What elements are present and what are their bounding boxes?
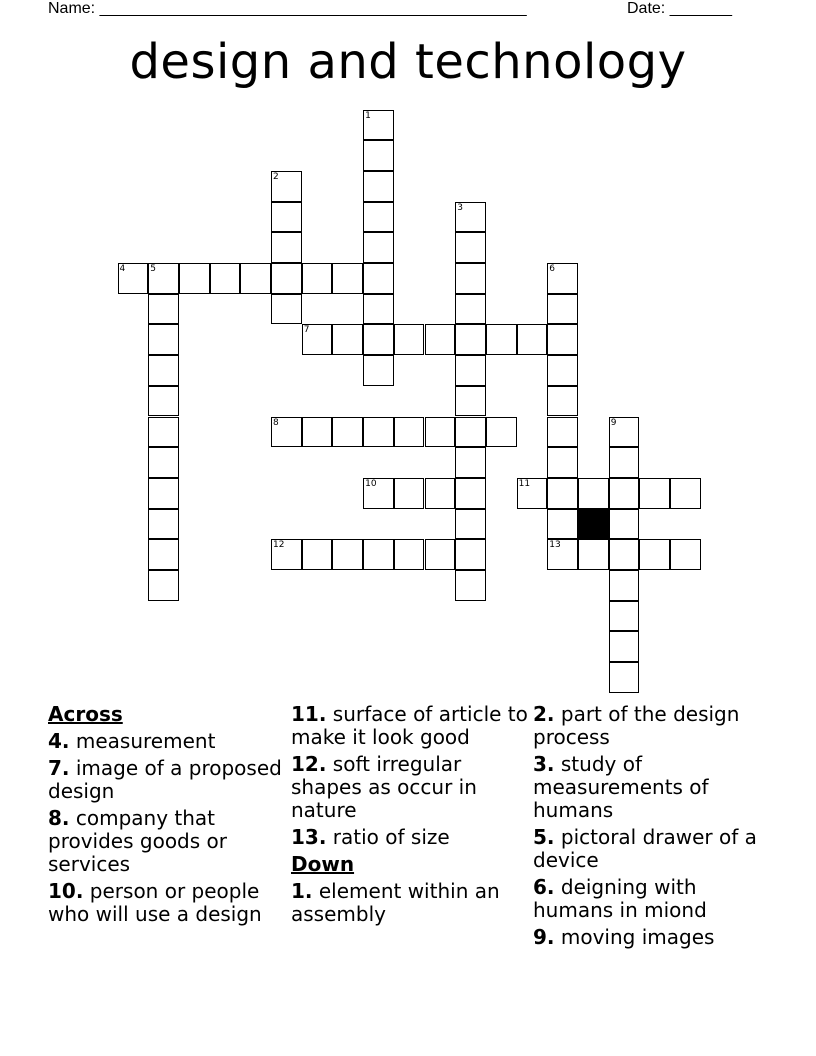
clue-number: 1 — [365, 110, 371, 121]
crossword-cell[interactable] — [425, 417, 456, 448]
crossword-cell[interactable] — [363, 539, 394, 570]
across-clue: 10. person or people who will use a design — [48, 879, 262, 926]
crossword-cell[interactable] — [302, 539, 333, 570]
crossword-cell[interactable] — [363, 294, 394, 325]
crossword-cell[interactable] — [363, 171, 394, 202]
crossword-cell[interactable] — [547, 417, 578, 448]
crossword-cell[interactable] — [547, 539, 578, 570]
crossword-cell[interactable] — [455, 294, 486, 325]
crossword-cell[interactable] — [363, 232, 394, 263]
crossword-cell[interactable] — [609, 662, 640, 693]
crossword-cell[interactable] — [271, 539, 302, 570]
crossword-cell[interactable] — [486, 417, 517, 448]
crossword-cell[interactable] — [670, 539, 701, 570]
crossword-cell[interactable] — [639, 539, 670, 570]
crossword-cell[interactable] — [517, 324, 548, 355]
down-clue: 1. element within an assembly — [291, 879, 500, 926]
down-clue: 9. moving images — [533, 925, 715, 949]
clue-column-2 — [291, 703, 531, 930]
crossword-cell[interactable] — [302, 417, 333, 448]
crossword-cell[interactable] — [394, 324, 425, 355]
crossword-cell[interactable] — [302, 263, 333, 294]
across-clue: 7. image of a proposed design — [48, 756, 282, 803]
across-clue: 8. company that provides goods or services — [48, 806, 227, 876]
crossword-cell[interactable] — [118, 263, 149, 294]
crossword-cell[interactable] — [455, 202, 486, 233]
name-field-label: Name: ________________________________________________ — [48, 0, 527, 17]
crossword-cell[interactable] — [271, 294, 302, 325]
crossword-cell[interactable] — [332, 324, 363, 355]
crossword-cell[interactable] — [455, 478, 486, 509]
crossword-cell[interactable] — [547, 324, 578, 355]
crossword-cell[interactable] — [609, 570, 640, 601]
crossword-cell[interactable] — [363, 417, 394, 448]
crossword-cell[interactable] — [455, 509, 486, 540]
crossword-cell[interactable] — [547, 447, 578, 478]
crossword-cell[interactable] — [609, 539, 640, 570]
clue-number: 9 — [610, 417, 617, 428]
clue-number: 2 — [273, 171, 279, 182]
crossword-cell[interactable] — [148, 478, 179, 509]
crossword-cell[interactable] — [547, 478, 578, 509]
crossword-cell[interactable] — [394, 539, 425, 570]
crossword-cell[interactable] — [148, 447, 179, 478]
down-heading: Down — [291, 852, 355, 876]
crossword-cell[interactable] — [578, 539, 609, 570]
clue-number: 6 — [549, 264, 556, 274]
across-clue: 11. surface of article to make it look good — [291, 702, 528, 749]
crossword-cell[interactable] — [639, 478, 670, 509]
crossword-cell[interactable] — [271, 263, 302, 294]
crossword-cell[interactable] — [547, 294, 578, 325]
crossword-cell[interactable] — [363, 140, 394, 171]
crossword-cell[interactable] — [547, 509, 578, 540]
crossword-cell[interactable] — [363, 110, 394, 141]
crossword-cell[interactable] — [363, 355, 394, 386]
crossword-cell[interactable] — [425, 324, 456, 355]
down-clue: 6. deigning with humans in miond — [533, 875, 707, 922]
across-clue: 4. measurement — [48, 729, 216, 753]
crossword-cell[interactable] — [363, 263, 394, 294]
crossword-cell[interactable] — [240, 263, 271, 294]
page-title: design and technology — [129, 34, 687, 90]
crossword-cell[interactable] — [148, 263, 179, 294]
crossword-cell[interactable] — [363, 478, 394, 509]
crossword-cell[interactable] — [547, 386, 578, 417]
crossword-cell[interactable] — [609, 631, 640, 662]
crossword-cell[interactable] — [394, 478, 425, 509]
crossword-cell[interactable] — [455, 417, 486, 448]
crossword-cell[interactable] — [332, 263, 363, 294]
crossword-cell[interactable] — [547, 355, 578, 386]
crossword-cell[interactable] — [148, 294, 179, 325]
clue-column-3 — [533, 703, 773, 953]
crossword-cell[interactable] — [455, 570, 486, 601]
crossword-cell[interactable] — [609, 417, 640, 448]
crossword-cell[interactable] — [394, 417, 425, 448]
crossword-cell[interactable] — [455, 324, 486, 355]
clue-number: 8 — [273, 417, 279, 428]
crossword-cell[interactable] — [179, 263, 210, 294]
crossword-cell[interactable] — [332, 417, 363, 448]
crossword-cell[interactable] — [271, 202, 302, 233]
crossword-cell[interactable] — [363, 202, 394, 233]
across-clue: 13. ratio of size — [291, 825, 450, 849]
crossword-cell[interactable] — [455, 263, 486, 294]
crossword-cell[interactable] — [210, 263, 241, 294]
down-clue: 5. pictoral drawer of a device — [533, 825, 757, 872]
crossword-cell[interactable] — [486, 324, 517, 355]
clue-number: 12 — [273, 540, 285, 551]
crossword-cell[interactable] — [425, 478, 456, 509]
crossword-cell[interactable] — [148, 417, 179, 448]
clue-number: 10 — [365, 478, 377, 489]
down-clue: 2. part of the design process — [533, 702, 740, 749]
crossword-cell[interactable] — [547, 263, 578, 294]
crossword-cell[interactable] — [455, 386, 486, 417]
crossword-cell[interactable] — [363, 324, 394, 355]
crossword-cell[interactable] — [609, 509, 640, 540]
crossword-cell[interactable] — [609, 478, 640, 509]
crossword-cell[interactable] — [609, 447, 640, 478]
crossword-cell[interactable] — [148, 324, 179, 355]
crossword-cell[interactable] — [455, 232, 486, 263]
crossword-cell[interactable] — [148, 355, 179, 386]
crossword-cell[interactable] — [517, 478, 548, 509]
crossword-cell[interactable] — [332, 539, 363, 570]
clue-number: 4 — [119, 264, 126, 274]
crossword-cell[interactable] — [578, 478, 609, 509]
clue-number: 3 — [457, 202, 463, 213]
clue-number: 11 — [518, 478, 531, 489]
crossword-cell[interactable] — [609, 601, 640, 632]
clue-number: 5 — [150, 264, 156, 274]
crossword-cell[interactable] — [148, 386, 179, 417]
crossword-cell[interactable] — [271, 417, 302, 448]
crossword-black-cell — [578, 509, 609, 540]
crossword-cell[interactable] — [271, 171, 302, 202]
crossword-cell[interactable] — [271, 232, 302, 263]
across-clue: 12. soft irregular shapes as occur in nature — [291, 752, 477, 822]
clue-column-1 — [48, 703, 288, 930]
crossword-cell[interactable] — [455, 355, 486, 386]
crossword-cell[interactable] — [302, 324, 333, 355]
crossword-cell[interactable] — [455, 539, 486, 570]
across-heading: Across — [48, 702, 123, 726]
down-clue: 3. study of measurements of humans — [533, 752, 709, 822]
clue-number: 7 — [303, 325, 310, 336]
crossword-cell[interactable] — [425, 539, 456, 570]
clue-number: 13 — [549, 540, 561, 551]
crossword-cell[interactable] — [455, 447, 486, 478]
crossword-cell[interactable] — [148, 509, 179, 540]
crossword-cell[interactable] — [148, 539, 179, 570]
crossword-cell[interactable] — [148, 570, 179, 601]
crossword-cell[interactable] — [670, 478, 701, 509]
date-field-label: Date: _______ — [627, 0, 732, 17]
